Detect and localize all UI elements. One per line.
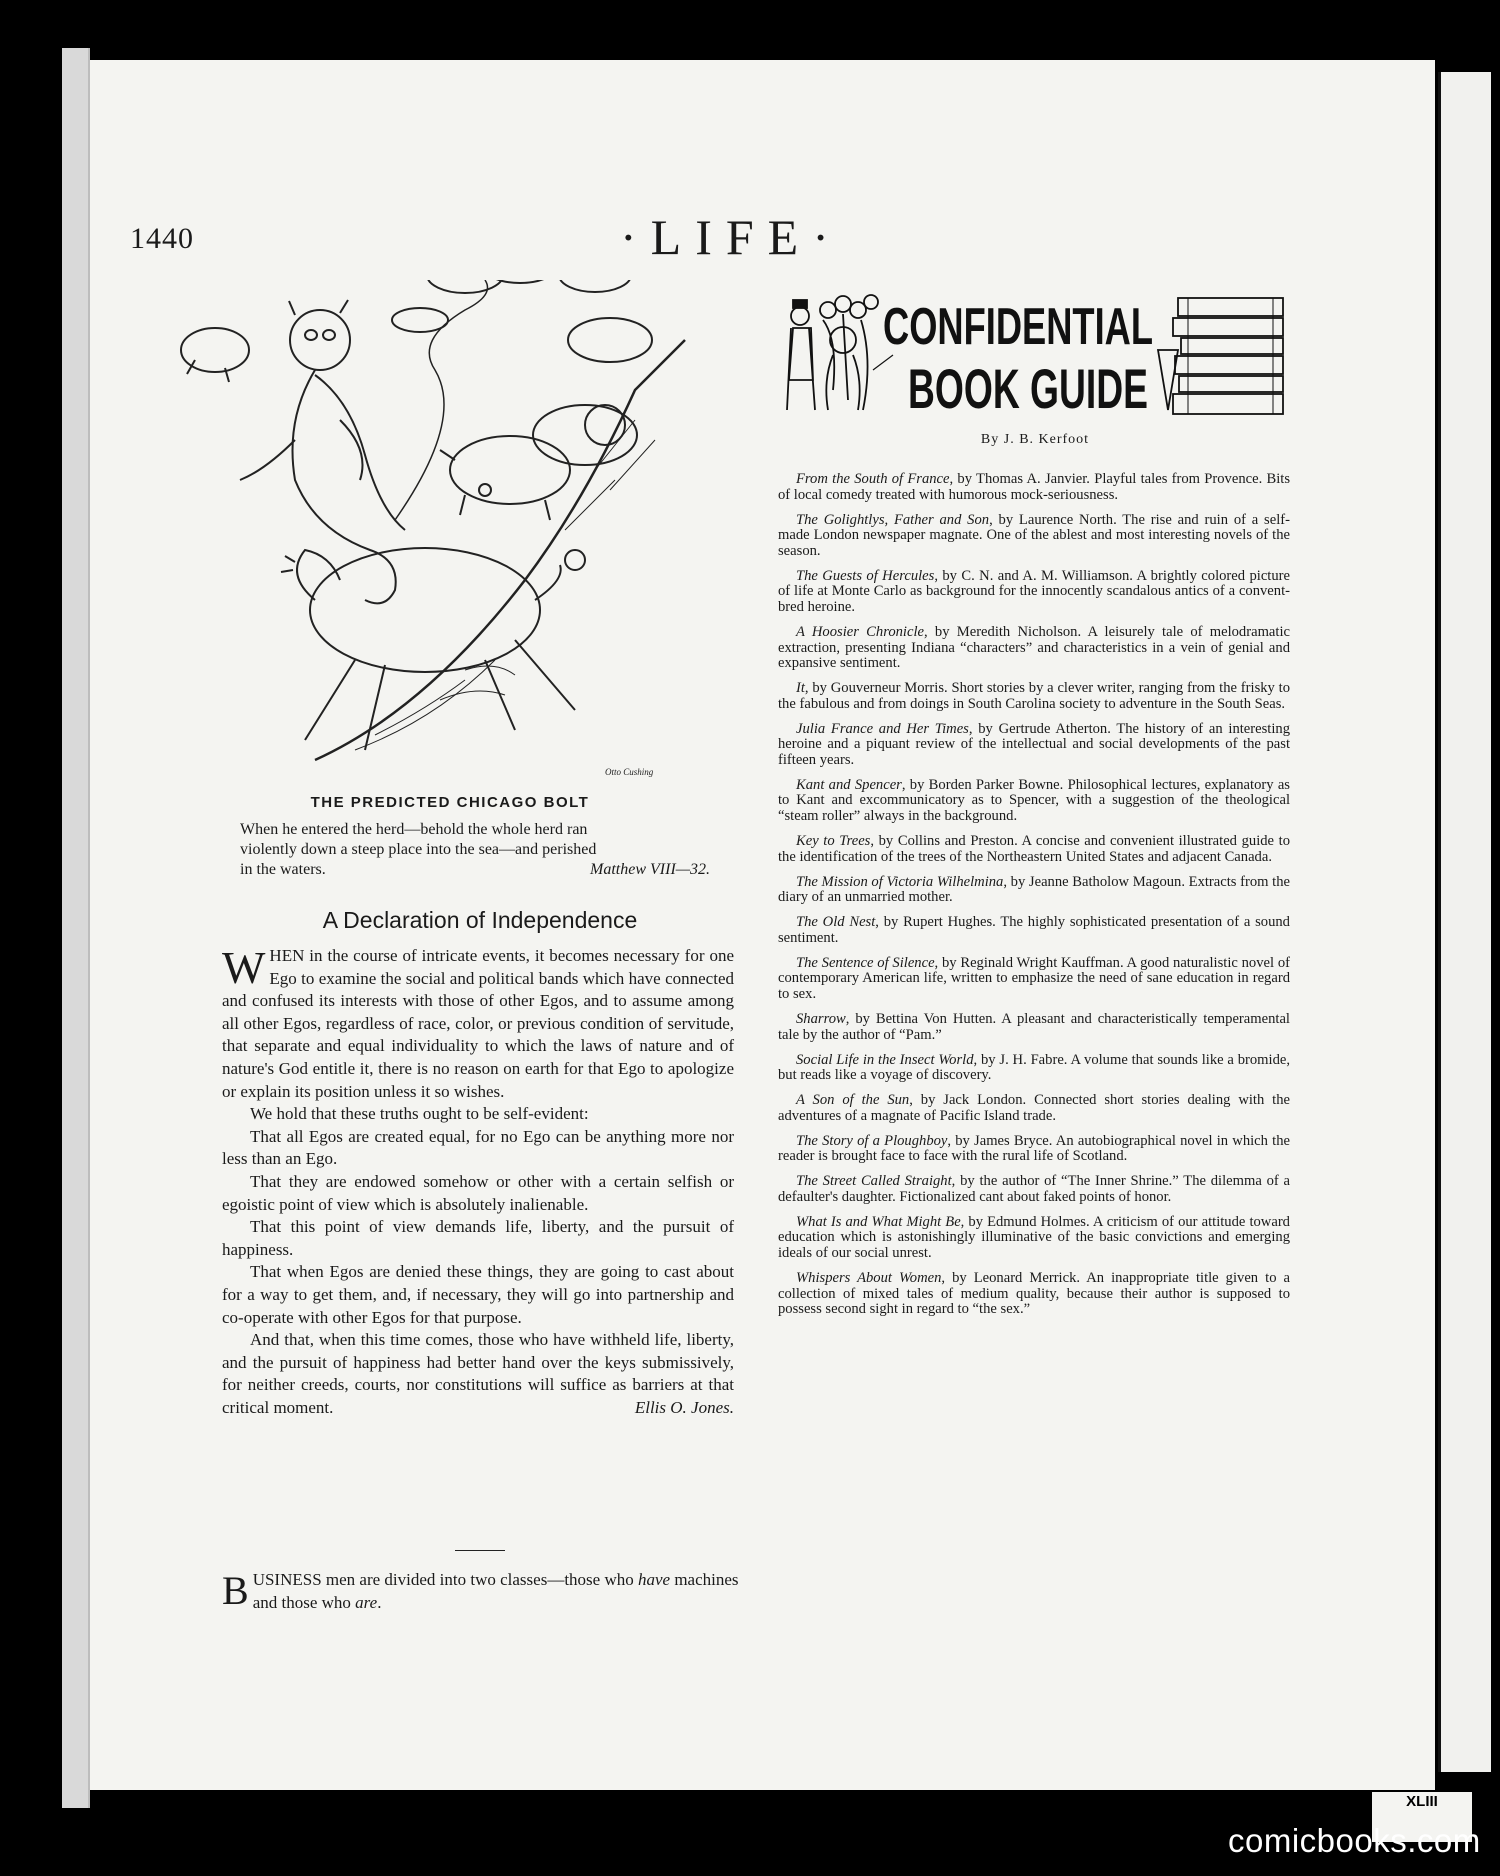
book-title: What Is and What Might Be bbox=[796, 1213, 961, 1230]
book-title: It bbox=[796, 680, 805, 697]
book-description: , by Borden Parker Bowne. Philosophical lectures, explanatory as to Kant and excommunicatory as to Spencer, with a suggestion of the theological “steam roller” always in the background. bbox=[778, 776, 1290, 825]
book-title: The Guests of Hercules bbox=[796, 567, 935, 584]
book-title: Kant and Spencer bbox=[796, 776, 902, 793]
caption-line: When he entered the herd—behold the whole herd ran bbox=[240, 821, 588, 838]
article-paragraph: We hold that these truths ought to be self-evident: bbox=[250, 1104, 589, 1124]
business-emphasis: are bbox=[355, 1593, 378, 1612]
book-title: The Mission of Victoria Wilhelmina bbox=[796, 873, 1004, 890]
book-entry bbox=[778, 513, 1290, 560]
article-paragraph: That they are endowed somehow or other with a certain selfish or egoistic point of view which is absolutely inalienable. bbox=[222, 1171, 734, 1214]
book-description: , by Bettina Von Hutten. A pleasant and characteristically temperamental tale by the author of “Pam.” bbox=[778, 1010, 1290, 1043]
book-list bbox=[778, 472, 1290, 1327]
book-title: Whispers About Women bbox=[796, 1269, 942, 1286]
site-watermark: comicbooks.com bbox=[1228, 1822, 1481, 1859]
book-description: , by J. H. Fabre. A volume that sounds like a bromide, but reads like a voyage of discovery. bbox=[778, 1051, 1291, 1084]
book-entry bbox=[778, 1134, 1290, 1165]
book-title: The Street Called Straight bbox=[796, 1173, 952, 1190]
left-spine bbox=[62, 48, 90, 1808]
book-title: A Son of the Sun bbox=[796, 1092, 910, 1109]
book-entry bbox=[778, 472, 1290, 503]
book-entry bbox=[778, 569, 1290, 616]
book-description: , by Reginald Wright Kauffman. A good naturalistic novel of contemporary American life, written to emphasize the need of sane education in regard to sex. bbox=[778, 954, 1290, 1002]
cartoon-title: THE PREDICTED CHICAGO BOLT bbox=[310, 794, 590, 811]
tail bbox=[395, 280, 488, 520]
book-entry bbox=[778, 1215, 1290, 1262]
banner-line-1: CONFIDENTIAL bbox=[883, 298, 1153, 356]
book-entry bbox=[778, 1271, 1290, 1318]
book-entry bbox=[778, 722, 1290, 769]
article-heading: A Declaration of Independence bbox=[322, 907, 638, 933]
book-entry bbox=[778, 875, 1290, 906]
crowd-figures bbox=[787, 295, 893, 410]
book-title: The Story of a Ploughboy bbox=[796, 1132, 948, 1149]
book-description: , by Gouverneur Morris. Short stories by a clever writer, ranging from the frisky to the fabulous and from doings in South Carolina society to adventure in the South Seas. bbox=[778, 680, 1290, 712]
big-pig bbox=[310, 548, 540, 672]
book-description: , by Leonard Merrick. An inappropriate title given to a collection of mixed tales of medium quality, because their author is supposed to possess second sight in regard to “the sex.” bbox=[778, 1269, 1290, 1318]
business-text: USINESS men are divided into two classes—those who bbox=[252, 1570, 638, 1589]
rider-head bbox=[290, 310, 350, 370]
book-guide-banner bbox=[783, 280, 1293, 430]
cartoon-illustration bbox=[165, 280, 735, 780]
article-body bbox=[222, 942, 734, 1419]
caption-line: violently down a steep place into the sea—and perished bbox=[240, 841, 597, 858]
book-title: Social Life in the Insect World bbox=[796, 1051, 974, 1068]
business-dropcap: B bbox=[222, 1568, 249, 1613]
banner-line-2: BOOK GUIDE bbox=[908, 357, 1148, 420]
book-entry bbox=[778, 956, 1290, 1003]
article-paragraph: That all Egos are created equal, for no Ego can be anything more nor less than an Ego. bbox=[222, 1126, 734, 1169]
book-stack bbox=[1158, 298, 1283, 414]
business-emphasis: have bbox=[637, 1570, 671, 1589]
book-title: From the South of France bbox=[796, 471, 950, 487]
book-description: , by C. N. and A. M. Williamson. A brightly colored picture of life at Monte Carlo as background for the innocently scandalous antics of a convent-bred heroine. bbox=[778, 567, 1290, 615]
page-number: 1440 bbox=[130, 222, 194, 255]
book-title: A Hoosier Chronicle bbox=[796, 623, 924, 640]
business-text: . bbox=[377, 1593, 382, 1612]
masthead: ·LIFE· bbox=[620, 209, 843, 265]
book-title: The Golightlys, Father and Son bbox=[796, 511, 990, 528]
book-description: , by Meredith Nicholson. A leisurely tale of melodramatic extraction, presenting Indiana “characters” and characteristics in a vein of genial and expansive sentiment. bbox=[778, 623, 1290, 672]
book-title: Sharrow bbox=[796, 1010, 846, 1027]
book-entry bbox=[778, 778, 1290, 825]
book-entry bbox=[778, 1053, 1290, 1084]
volume-stamp: XLIII bbox=[1372, 1792, 1472, 1842]
book-title: Julia France and Her Times bbox=[796, 720, 969, 737]
book-description: , by Gertrude Atherton. The history of an interesting heroine and a piquant review of the intellectual and social developments of the past fifteen years. bbox=[778, 720, 1290, 768]
cartoon-caption bbox=[240, 820, 710, 880]
book-entry bbox=[778, 1093, 1290, 1124]
book-description: , by Jeanne Batholow Magoun. Extracts from the diary of an unmarried mother. bbox=[778, 873, 1290, 906]
book-description: , by Rupert Hughes. The highly sophisticated presentation of a sound sentiment. bbox=[778, 914, 1290, 946]
book-description: , by Jack London. Connected short stories dealing with the adventures of a magnate of Pacific Island trade. bbox=[778, 1092, 1290, 1124]
book-entry bbox=[778, 1012, 1290, 1043]
caption-line: in the waters. bbox=[240, 861, 326, 878]
book-entry bbox=[778, 915, 1290, 946]
book-entry bbox=[778, 681, 1290, 712]
book-description: , by Collins and Preston. A concise and convenient illustrated guide to the identification of the trees of the Northeastern United States and adjacent Canada. bbox=[778, 833, 1290, 865]
article-paragraph: And that, when this time comes, those who have withheld life, liberty, and the pursuit of happiness had better hand over the keys submissively, for neither creeds, courts, nor constitutions will suffice as barriers at that critical moment. bbox=[222, 1330, 734, 1417]
article-paragraph: That this point of view demands life, liberty, and the pursuit of happiness. bbox=[222, 1217, 734, 1259]
book-title: Key to Trees bbox=[796, 833, 871, 850]
book-description: , by James Bryce. An autobiographical novel in which the reader is brought face to face with the rural life of Scotland. bbox=[778, 1132, 1290, 1165]
book-description: , by Laurence North. The rise and ruin of a self-made London newspaper magnate. One of the ablest and most interesting novels of the season. bbox=[778, 511, 1290, 559]
book-description: , by Edmund Holmes. A criticism of our attitude toward education which is astonishingly illuminative of the basic convictions and emerging ideals of our social unrest. bbox=[778, 1213, 1290, 1261]
business-joke bbox=[222, 1568, 742, 1614]
business-text: machines and those who bbox=[252, 1570, 739, 1612]
section-divider bbox=[455, 1550, 505, 1551]
book-entry bbox=[778, 834, 1290, 865]
article-dropcap: W bbox=[222, 942, 266, 993]
book-description: , by the author of “The Inner Shrine.” The dilemma of a defaulter's daughter. Fictionalized cant about faked points of honor. bbox=[778, 1173, 1291, 1205]
article-signature: Ellis O. Jones. bbox=[634, 1397, 734, 1417]
artist-signature: Otto Cushing bbox=[605, 767, 654, 777]
article-paragraph: That when Egos are denied these things, they are going to cast about for a way to get them, and, if necessary, they will go into partnership and co-operate with other Egos for that purpose. bbox=[222, 1262, 734, 1327]
next-page-edge bbox=[1438, 72, 1491, 1772]
caption-reference: Matthew VIII—32. bbox=[590, 861, 710, 878]
article-paragraph: HEN in the course of intricate events, it becomes necessary for one Ego to examine the social and political bands which have connected and confused its interests with those of other Egos, and to assume among all other Egos, regardless of race, color, or previous condition of servitude, that separate and equal individuality to which the laws of nature and of nature's God entitle it, there is no reason on earth for that Ego to apologize or explain its position unless it so wishes. bbox=[222, 946, 734, 1101]
book-title: The Sentence of Silence bbox=[796, 954, 935, 971]
guide-byline: By J. B. Kerfoot bbox=[980, 432, 1090, 447]
book-title: The Old Nest bbox=[796, 914, 876, 931]
book-entry bbox=[778, 625, 1290, 672]
book-description: , by Thomas A. Janvier. Playful tales from Provence. Bits of local comedy treated with humorous mock-seriousness. bbox=[778, 471, 1291, 503]
book-entry bbox=[778, 1174, 1290, 1205]
